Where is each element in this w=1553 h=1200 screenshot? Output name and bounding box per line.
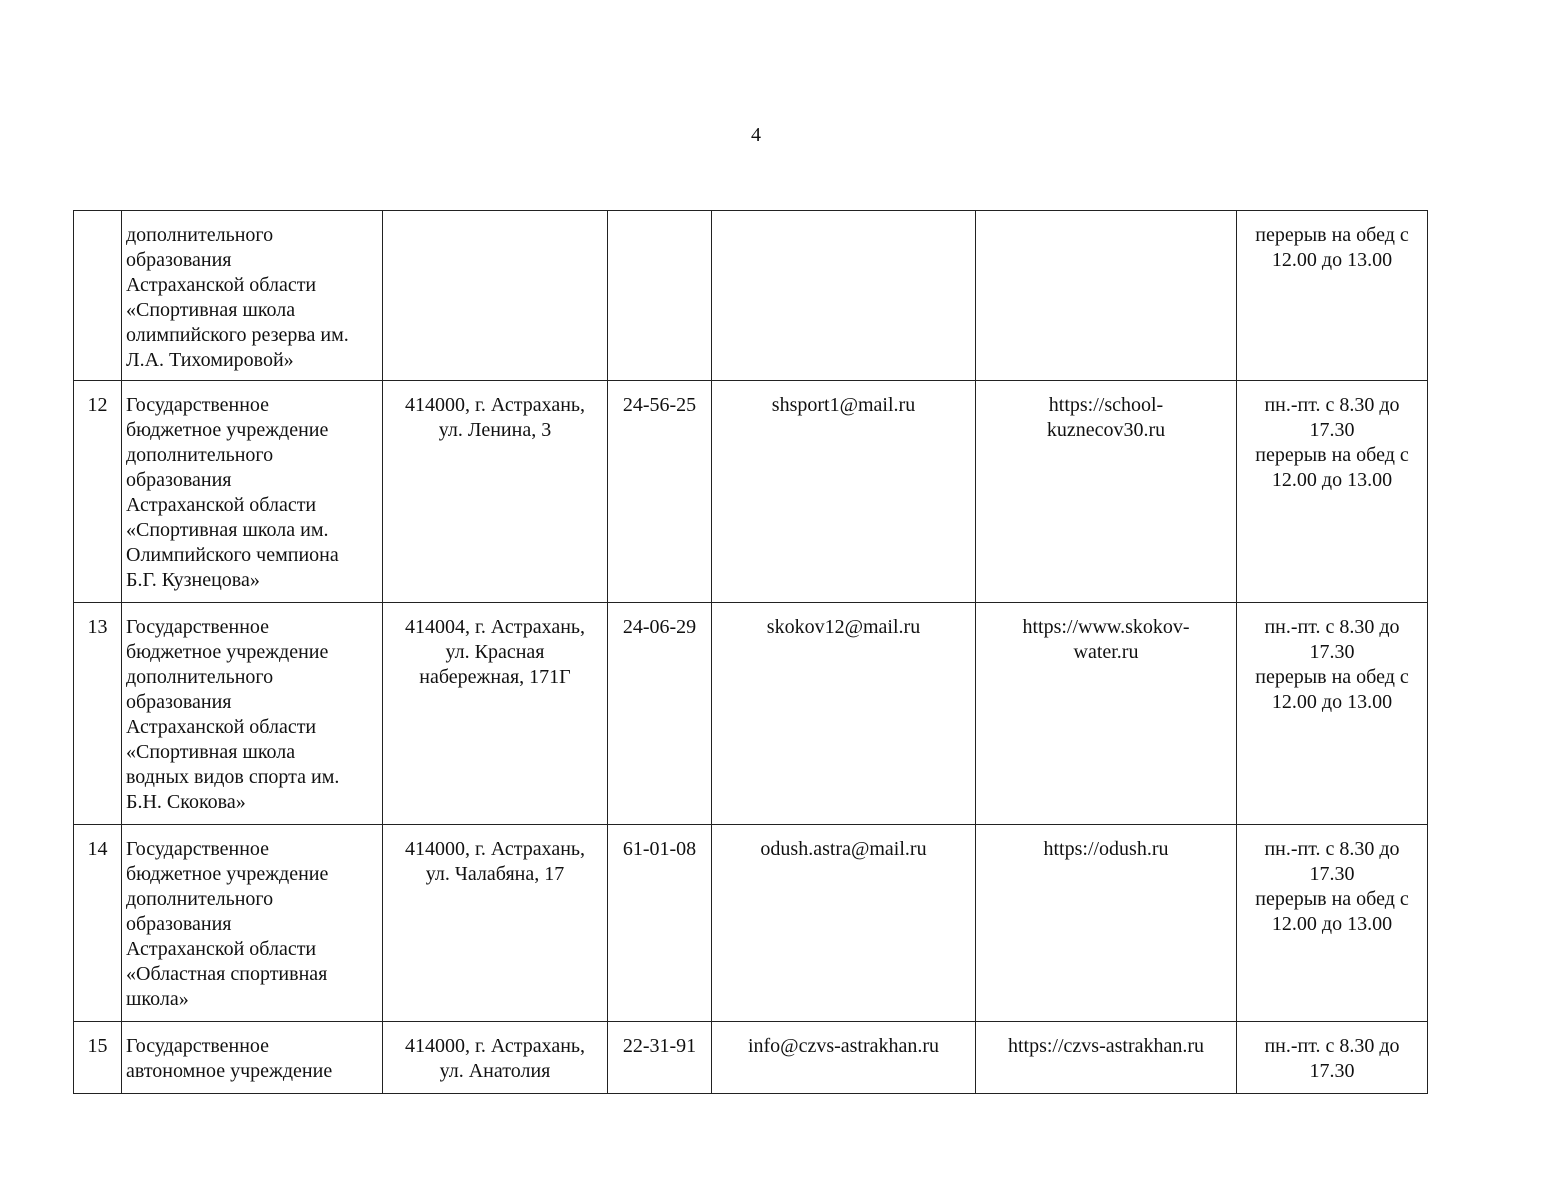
working-hours-cell — [1237, 825, 1428, 1022]
email-cell — [712, 825, 976, 1022]
institution-name-line: образования — [126, 913, 232, 935]
address-line: ул. Анатолия — [439, 1060, 551, 1082]
institution-name-line: олимпийского резерва им. — [126, 324, 349, 346]
institution-name-line: образования — [126, 249, 232, 271]
institution-name-cell — [122, 1022, 383, 1094]
row-number-cell — [74, 603, 122, 825]
institution-name-line: Олимпийского чемпиона — [126, 544, 339, 566]
page-number: 4 — [751, 124, 761, 146]
working-hours-line: перерыв на обед с — [1255, 888, 1409, 910]
institution-name-line: дополнительного — [126, 666, 274, 688]
working-hours-line: перерыв на обед с — [1255, 224, 1409, 246]
phone-cell — [608, 211, 712, 381]
email-text: shsport1@mail.ru — [771, 394, 916, 416]
website-line: kuznecov30.ru — [1046, 419, 1166, 441]
institution-name-cell — [122, 825, 383, 1022]
institution-name-line: дополнительного — [126, 888, 274, 910]
address-cell — [383, 825, 608, 1022]
row-number-cell — [74, 825, 122, 1022]
address-line: ул. Красная — [445, 641, 545, 663]
email-text: odush.astra@mail.ru — [760, 838, 927, 860]
email-cell — [712, 381, 976, 603]
institution-name-line: Астраханской области — [126, 274, 317, 296]
phone-text: 22-31-91 — [622, 1035, 697, 1057]
table-row — [74, 603, 1428, 825]
address-cell — [383, 381, 608, 603]
row-number-text: 15 — [87, 1035, 108, 1057]
institution-name-line: «Спортивная школа им. — [126, 519, 329, 541]
table-body — [74, 211, 1428, 1094]
institution-name-line: Государственное — [126, 838, 270, 860]
website-line: water.ru — [1073, 641, 1139, 663]
working-hours-cell — [1237, 381, 1428, 603]
institution-name-line: бюджетное учреждение — [126, 863, 329, 885]
institution-name-cell — [122, 211, 383, 381]
working-hours-line: пн.-пт. с 8.30 до — [1264, 1035, 1400, 1057]
institutions-table — [73, 210, 1428, 1094]
email-text: info@czvs-astrakhan.ru — [747, 1035, 940, 1057]
row-number-cell — [74, 211, 122, 381]
phone-cell — [608, 825, 712, 1022]
institution-name-line: Б.Г. Кузнецова» — [126, 569, 260, 591]
address-line: ул. Чалабяна, 17 — [425, 863, 565, 885]
address-cell — [383, 1022, 608, 1094]
working-hours-line: пн.-пт. с 8.30 до — [1264, 616, 1400, 638]
email-text: skokov12@mail.ru — [766, 616, 921, 638]
working-hours-line: 12.00 до 13.00 — [1271, 469, 1393, 491]
website-line: https://czvs-astrakhan.ru — [1007, 1035, 1205, 1057]
address-line: 414000, г. Астрахань, — [404, 1035, 586, 1057]
phone-text: 24-56-25 — [622, 394, 697, 416]
address-line: ул. Ленина, 3 — [438, 419, 552, 441]
phone-cell — [608, 381, 712, 603]
institution-name-line: Астраханской области — [126, 938, 317, 960]
row-number-text: 12 — [87, 394, 108, 416]
address-cell — [383, 211, 608, 381]
row-number-cell — [74, 381, 122, 603]
institution-name-line: Б.Н. Скокова» — [126, 791, 246, 813]
institution-name-line: Л.А. Тихомировой» — [126, 349, 294, 371]
working-hours-line: пн.-пт. с 8.30 до — [1264, 838, 1400, 860]
working-hours-line: 12.00 до 13.00 — [1271, 913, 1393, 935]
phone-text: 61-01-08 — [622, 838, 697, 860]
email-cell — [712, 603, 976, 825]
website-line: https://odush.ru — [1043, 838, 1169, 860]
institution-name-line: Государственное — [126, 616, 270, 638]
working-hours-line: пн.-пт. с 8.30 до — [1264, 394, 1400, 416]
institution-name-line: образования — [126, 469, 232, 491]
row-number-cell — [74, 1022, 122, 1094]
institution-name-line: Астраханской области — [126, 716, 317, 738]
row-number-text: 13 — [87, 616, 108, 638]
institution-name-line: Государственное — [126, 394, 270, 416]
working-hours-line: 17.30 — [1309, 419, 1355, 441]
working-hours-cell — [1237, 211, 1428, 381]
working-hours-line: перерыв на обед с — [1255, 444, 1409, 466]
institution-name-line: Астраханской области — [126, 494, 317, 516]
website-cell — [976, 381, 1237, 603]
institution-name-line: Государственное — [126, 1035, 270, 1057]
institution-name-line: бюджетное учреждение — [126, 419, 329, 441]
website-cell — [976, 1022, 1237, 1094]
institution-name-line: бюджетное учреждение — [126, 641, 329, 663]
address-line: 414004, г. Астрахань, — [404, 616, 586, 638]
website-line: https://www.skokov- — [1022, 616, 1190, 638]
website-cell — [976, 825, 1237, 1022]
institution-name-line: школа» — [126, 988, 189, 1010]
working-hours-cell — [1237, 1022, 1428, 1094]
phone-text: 24-06-29 — [622, 616, 697, 638]
address-line: 414000, г. Астрахань, — [404, 394, 586, 416]
working-hours-cell — [1237, 603, 1428, 825]
table-row — [74, 211, 1428, 381]
working-hours-line: 17.30 — [1309, 1060, 1355, 1082]
institution-name-line: дополнительного — [126, 444, 274, 466]
working-hours-line: 12.00 до 13.00 — [1271, 249, 1393, 271]
table-row — [74, 1022, 1428, 1094]
address-line: 414000, г. Астрахань, — [404, 838, 586, 860]
institution-name-cell — [122, 381, 383, 603]
address-cell — [383, 603, 608, 825]
institution-name-line: водных видов спорта им. — [126, 766, 340, 788]
website-cell — [976, 603, 1237, 825]
working-hours-line: 17.30 — [1309, 641, 1355, 663]
row-number-text: 14 — [87, 838, 108, 860]
email-cell — [712, 211, 976, 381]
table-row — [74, 825, 1428, 1022]
website-cell — [976, 211, 1237, 381]
working-hours-line: перерыв на обед с — [1255, 666, 1409, 688]
institution-name-line: «Областная спортивная — [126, 963, 328, 985]
institution-name-line: «Спортивная школа — [126, 299, 296, 321]
phone-cell — [608, 1022, 712, 1094]
email-cell — [712, 1022, 976, 1094]
institution-name-cell — [122, 603, 383, 825]
institution-name-line: автономное учреждение — [126, 1060, 333, 1082]
phone-cell — [608, 603, 712, 825]
institution-name-line: «Спортивная школа — [126, 741, 296, 763]
website-line: https://school- — [1048, 394, 1164, 416]
address-line: набережная, 171Г — [419, 666, 571, 688]
institution-name-line: дополнительного — [126, 224, 274, 246]
institution-name-line: образования — [126, 691, 232, 713]
working-hours-line: 12.00 до 13.00 — [1271, 691, 1393, 713]
table-row — [74, 381, 1428, 603]
working-hours-line: 17.30 — [1309, 863, 1355, 885]
